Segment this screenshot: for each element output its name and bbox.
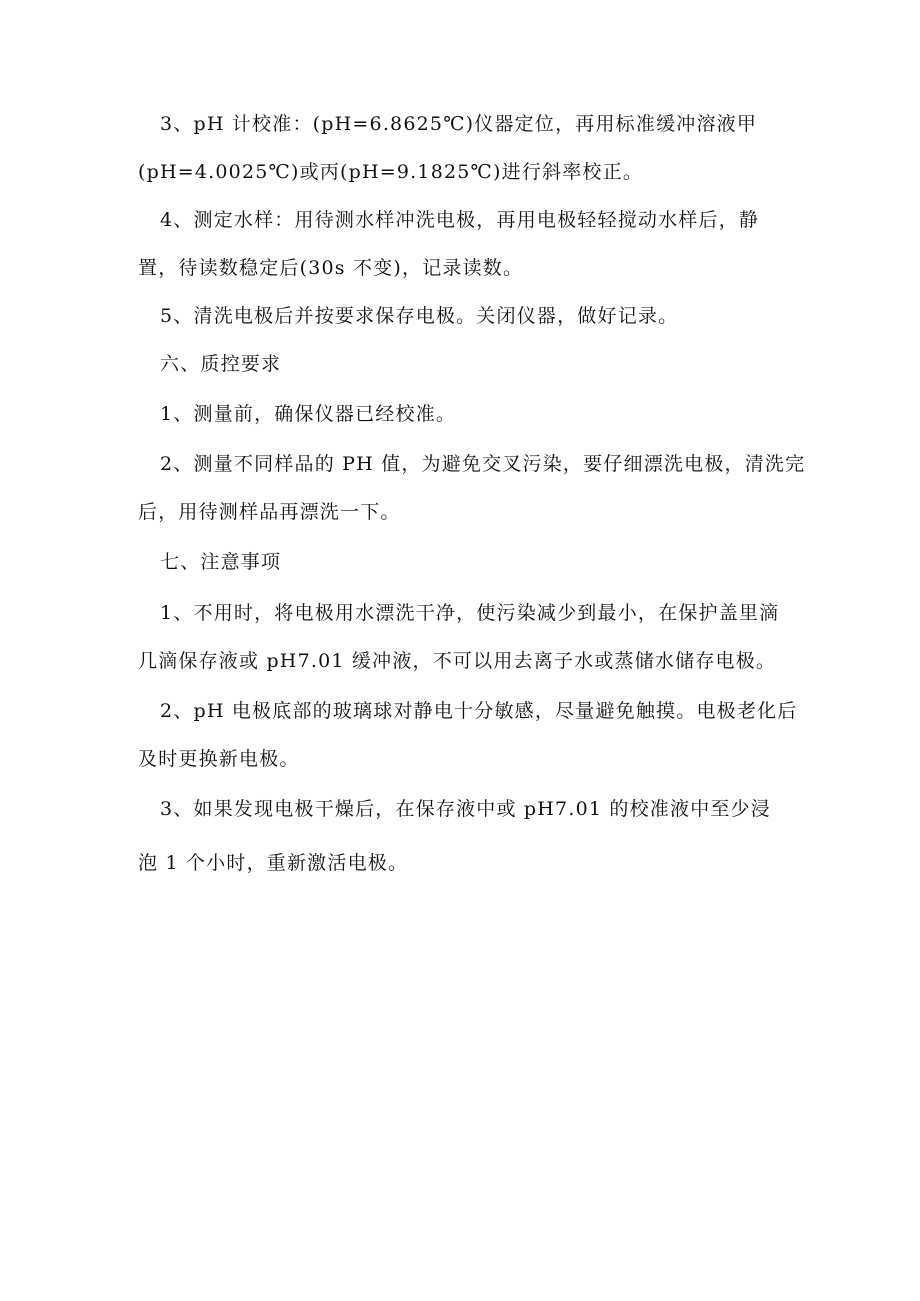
paragraph-line: 1、不用时，将电极用水漂洗干净，使污染减少到最小，在保护盖里滴 — [160, 602, 780, 624]
paragraph-line: 后，用待测样品再漂洗一下。 — [138, 501, 401, 523]
paragraph-line: 3、pH 计校准：(pH=6.8625℃)仪器定位，再用标准缓冲溶液甲 — [160, 113, 758, 135]
section-heading: 六、质控要求 — [160, 353, 282, 375]
section-heading: 七、注意事项 — [160, 551, 282, 573]
paragraph-line: 1、测量前，确保仪器已经校准。 — [160, 403, 457, 425]
paragraph-line: 3、如果发现电极干燥后，在保存液中或 pH7.01 的校准液中至少浸 — [160, 798, 772, 820]
paragraph-line: 2、pH 电极底部的玻璃球对静电十分敏感，尽量避免触摸。电极老化后 — [160, 700, 798, 722]
paragraph-line: 及时更换新电极。 — [138, 748, 300, 770]
paragraph-line: 2、测量不同样品的 PH 值，为避免交叉污染，要仔细漂洗电极，清洗完 — [160, 453, 806, 475]
paragraph-line: 5、清洗电极后并按要求保存电极。关闭仪器，做好记录。 — [160, 305, 679, 327]
paragraph-line: (pH=4.0025℃)或丙(pH=9.1825℃)进行斜率校正。 — [138, 161, 644, 183]
paragraph-line: 4、测定水样：用待测水样冲洗电极，再用电极轻轻搅动水样后，静 — [160, 209, 760, 231]
paragraph-line: 泡 1 个小时，重新激活电极。 — [138, 852, 409, 874]
paragraph-line: 几滴保存液或 pH7.01 缓冲液，不可以用去离子水或蒸储水储存电极。 — [138, 650, 777, 672]
paragraph-line: 置，待读数稳定后(30s 不变)，记录读数。 — [138, 257, 524, 279]
